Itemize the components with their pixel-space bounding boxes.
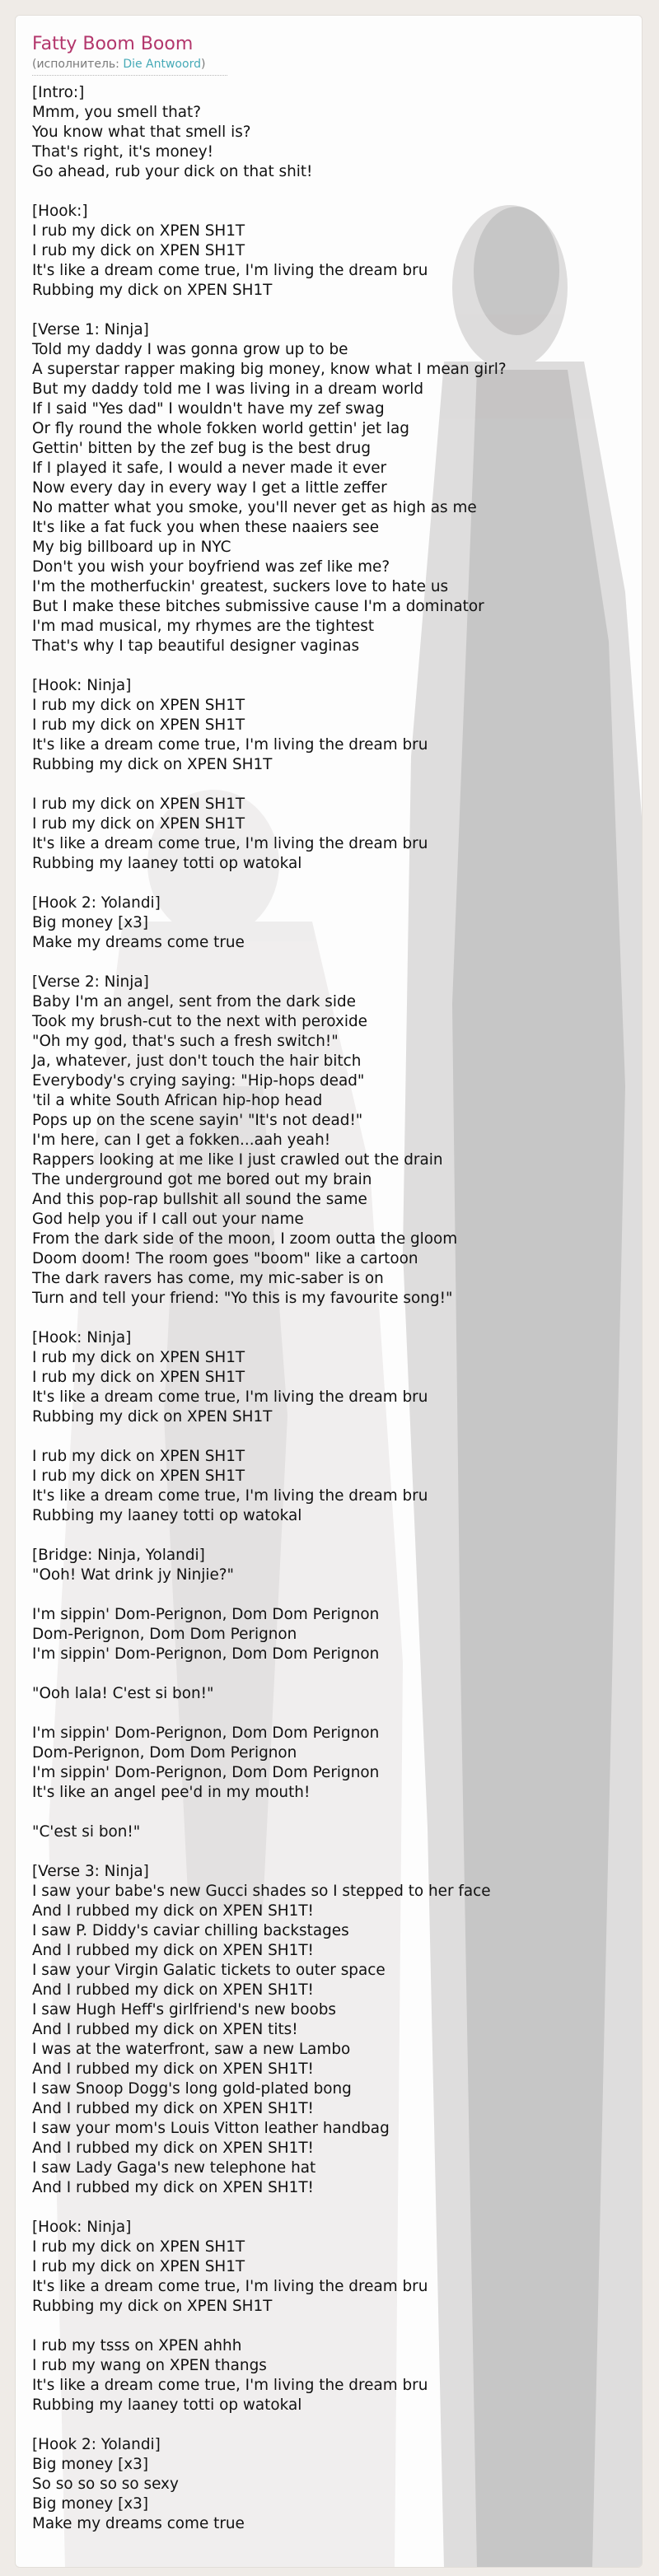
performer-suffix: ): [200, 58, 206, 71]
lyric-line: I rub my dick on XPEN SH1T: [32, 2238, 245, 2256]
lyrics-blank-line: [32, 1585, 625, 1605]
lyric-line: A superstar rapper making big money, know what I mean girl?: [32, 361, 507, 378]
lyric-line: [Verse 3: Ninja]: [32, 1863, 149, 1880]
lyric-line: I'm sippin' Dom-Perignon, Dom Dom Perignon: [32, 1764, 380, 1781]
lyric-line: [Intro:]: [32, 84, 85, 101]
lyric-line: [Hook 2: Yolandi]: [32, 2436, 161, 2453]
lyrics-blank-line: [32, 1664, 625, 1684]
lyric-line: [Verse 2: Ninja]: [32, 973, 149, 991]
lyrics-blank-line: [32, 1842, 625, 1862]
lyric-line: And this pop-rap bullshit all sound the same: [32, 1191, 367, 1208]
lyric-line: I rub my dick on XPEN SH1T: [32, 1448, 245, 1465]
lyric-line: Now every day in every way I get a little zeffer: [32, 479, 387, 497]
lyric-line: I rub my dick on XPEN SH1T: [32, 1369, 245, 1386]
lyric-line: It's like a dream come true, I'm living the dream bru: [32, 262, 428, 279]
lyric-line: Make my dreams come true: [32, 934, 245, 951]
lyric-line: Rubbing my dick on XPEN SH1T: [32, 282, 273, 299]
lyric-line: So so so so so sexy: [32, 2476, 179, 2493]
lyric-line: I rub my dick on XPEN SH1T: [32, 1349, 245, 1366]
lyric-line: It's like a dream come true, I'm living the dream bru: [32, 736, 428, 754]
lyric-line: Or fly round the whole fokken world gettin' jet lag: [32, 420, 409, 437]
lyric-line: I rub my dick on XPEN SH1T: [32, 815, 245, 833]
lyric-line: The dark ravers has come, my mic-saber is on: [32, 1270, 384, 1287]
lyric-line: I'm mad musical, my rhymes are the tightest: [32, 618, 375, 635]
lyric-line: [Verse 1: Ninja]: [32, 321, 149, 338]
lyric-line: If I played it safe, I would a never made it ever: [32, 460, 387, 477]
lyric-line: I saw Lady Gaga's new telephone hat: [32, 2159, 316, 2177]
lyric-line: Rubbing my laaney totti op watokal: [32, 1507, 302, 1524]
lyric-line: And I rubbed my dick on XPEN SH1T!: [32, 2140, 314, 2157]
lyric-line: [Hook 2: Yolandi]: [32, 894, 161, 912]
lyric-line: God help you if I call out your name: [32, 1211, 304, 1228]
lyric-line: Big money [x3]: [32, 2495, 149, 2513]
lyric-line: That's right, it's money!: [32, 143, 213, 161]
lyric-line: Rubbing my dick on XPEN SH1T: [32, 1408, 273, 1426]
lyric-line: That's why I tap beautiful designer vaginas: [32, 637, 360, 655]
performer-line: [32, 57, 227, 76]
lyric-line: I rub my tsss on XPEN ahhh: [32, 2337, 242, 2354]
lyric-line: But I make these bitches submissive cause I'm a dominator: [32, 598, 484, 615]
lyric-line: It's like an angel pee'd in my mouth!: [32, 1784, 311, 1801]
lyric-line: It's like a dream come true, I'm living the dream bru: [32, 2377, 428, 2394]
lyric-line: And I rubbed my dick on XPEN SH1T!: [32, 1981, 314, 1999]
lyric-line: And I rubbed my dick on XPEN SH1T!: [32, 2100, 314, 2117]
lyric-line: "Oh my god, that's such a fresh switch!": [32, 1033, 339, 1050]
lyric-line: I was at the waterfront, saw a new Lambo: [32, 2041, 351, 2058]
lyric-line: Rubbing my laaney totti op watokal: [32, 855, 302, 872]
lyric-line: "C'est si bon!": [32, 1823, 141, 1841]
lyric-line: Make my dreams come true: [32, 2515, 245, 2532]
lyrics-blank-line: [32, 1309, 625, 1328]
lyric-line: Pops up on the scene sayin' "It's not dead!": [32, 1112, 363, 1129]
lyric-line: I saw your babe's new Gucci shades so I stepped to her face: [32, 1883, 491, 1900]
lyric-line: Took my brush-cut to the next with peroxide: [32, 1013, 367, 1030]
lyric-line: Turn and tell your friend: "Yo this is my favourite song!": [32, 1290, 453, 1307]
lyric-line: It's like a dream come true, I'm living the dream bru: [32, 835, 428, 852]
lyric-line: I rub my dick on XPEN SH1T: [32, 1468, 245, 1485]
lyric-line: 'til a white South African hip-hop head: [32, 1092, 323, 1109]
lyric-line: I'm here, can I get a fokken...aah yeah!: [32, 1132, 331, 1149]
lyric-line: Dom-Perignon, Dom Dom Perignon: [32, 1626, 297, 1643]
lyrics-blank-line: [32, 2198, 625, 2218]
lyrics-body: [32, 83, 625, 2534]
lyric-line: Mmm, you smell that?: [32, 104, 202, 121]
lyric-line: I rub my wang on XPEN thangs: [32, 2357, 267, 2374]
lyric-line: I rub my dick on XPEN SH1T: [32, 2258, 245, 2275]
lyrics-blank-line: [32, 953, 625, 973]
lyrics-blank-line: [32, 1803, 625, 1822]
lyric-line: Dom-Perignon, Dom Dom Perignon: [32, 1744, 297, 1762]
lyrics-blank-line: [32, 182, 625, 202]
lyric-line: [Bridge: Ninja, Yolandi]: [32, 1547, 205, 1564]
lyric-line: I'm sippin' Dom-Perignon, Dom Dom Perignon: [32, 1724, 380, 1742]
lyric-line: Doom doom! The room goes "boom" like a cartoon: [32, 1250, 418, 1267]
lyrics-blank-line: [32, 656, 625, 676]
lyrics-blank-line: [32, 874, 625, 894]
lyric-line: [Hook: Ninja]: [32, 1329, 132, 1346]
lyrics-blank-line: [32, 2415, 625, 2435]
lyric-line: Baby I'm an angel, sent from the dark side: [32, 993, 356, 1010]
song-title: Fatty Boom Boom: [32, 34, 194, 54]
artist-link[interactable]: Die Antwoord: [123, 58, 201, 71]
lyrics-blank-line: [32, 1427, 625, 1447]
lyric-line: I saw Hugh Heff's girlfriend's new boobs: [32, 2001, 336, 2018]
lyric-line: Ja, whatever, just don't touch the hair bitch: [32, 1052, 362, 1070]
lyric-line: I saw Snoop Dogg's long gold-plated bong: [32, 2080, 352, 2098]
lyric-line: You know what that smell is?: [32, 124, 251, 141]
lyric-line: Rubbing my dick on XPEN SH1T: [32, 2298, 273, 2315]
lyric-line: I'm sippin' Dom-Perignon, Dom Dom Perignon: [32, 1645, 380, 1663]
lyric-line: It's like a dream come true, I'm living the dream bru: [32, 1487, 428, 1505]
lyric-line: Everybody's crying saying: "Hip-hops dead": [32, 1072, 365, 1090]
lyric-line: "Ooh lala! C'est si bon!": [32, 1685, 214, 1702]
performer-prefix: (исполнитель:: [32, 58, 124, 71]
song-header: [32, 34, 460, 76]
lyric-line: And I rubbed my dick on XPEN tits!: [32, 2021, 298, 2038]
lyric-line: Told my daddy I was gonna grow up to be: [32, 341, 348, 358]
lyric-line: Rubbing my laaney totti op watokal: [32, 2396, 302, 2414]
lyric-line: "Ooh! Wat drink jy Ninjie?": [32, 1566, 235, 1584]
lyric-line: [Hook: Ninja]: [32, 2219, 132, 2236]
lyric-line: Gettin' bitten by the zef bug is the best drug: [32, 440, 371, 457]
lyrics-blank-line: [32, 1704, 625, 1724]
lyric-line: Rubbing my dick on XPEN SH1T: [32, 756, 273, 773]
lyric-line: It's like a fat fuck you when these naaiers see: [32, 519, 380, 536]
lyric-line: It's like a dream come true, I'm living the dream bru: [32, 2278, 428, 2295]
lyric-line: It's like a dream come true, I'm living the dream bru: [32, 1388, 428, 1406]
lyric-line: Big money [x3]: [32, 914, 149, 931]
lyric-line: My big billboard up in NYC: [32, 539, 231, 556]
lyric-line: I saw P. Diddy's caviar chilling backstages: [32, 1922, 349, 1939]
lyrics-blank-line: [32, 301, 625, 320]
lyrics-blank-line: [32, 2317, 625, 2336]
lyric-line: The underground got me bored out my brain: [32, 1171, 372, 1188]
lyric-line: [Hook: Ninja]: [32, 677, 132, 694]
lyric-line: From the dark side of the moon, I zoom outta the gloom: [32, 1230, 458, 1248]
lyrics-card: [15, 15, 643, 2568]
lyric-line: I rub my dick on XPEN SH1T: [32, 242, 245, 259]
lyric-line: And I rubbed my dick on XPEN SH1T!: [32, 1942, 314, 1959]
lyric-line: But my daddy told me I was living in a dream world: [32, 380, 424, 398]
lyric-line: I'm sippin' Dom-Perignon, Dom Dom Perignon: [32, 1606, 380, 1623]
lyric-line: I saw your Virgin Galatic tickets to outer space: [32, 1962, 386, 1979]
lyric-line: And I rubbed my dick on XPEN SH1T!: [32, 1902, 314, 1920]
lyric-line: No matter what you smoke, you'll never get as high as me: [32, 499, 477, 516]
lyric-line: I rub my dick on XPEN SH1T: [32, 796, 245, 813]
lyric-line: And I rubbed my dick on XPEN SH1T!: [32, 2060, 314, 2078]
lyric-line: And I rubbed my dick on XPEN SH1T!: [32, 2179, 314, 2196]
lyric-line: I rub my dick on XPEN SH1T: [32, 697, 245, 714]
lyrics-blank-line: [32, 775, 625, 795]
lyric-line: Big money [x3]: [32, 2456, 149, 2473]
lyric-line: I saw your mom's Louis Vitton leather handbag: [32, 2120, 390, 2137]
lyric-line: I rub my dick on XPEN SH1T: [32, 716, 245, 734]
lyric-line: If I said "Yes dad" I wouldn't have my zef swag: [32, 400, 385, 418]
lyric-line: I'm the motherfuckin' greatest, suckers love to hate us: [32, 578, 449, 595]
lyric-line: Rappers looking at me like I just crawled out the drain: [32, 1151, 443, 1169]
lyrics-blank-line: [32, 1526, 625, 1546]
lyric-line: I rub my dick on XPEN SH1T: [32, 222, 245, 240]
lyric-line: Don't you wish your boyfriend was zef like me?: [32, 558, 390, 576]
lyric-line: Go ahead, rub your dick on that shit!: [32, 163, 313, 180]
lyric-line: [Hook:]: [32, 203, 88, 220]
